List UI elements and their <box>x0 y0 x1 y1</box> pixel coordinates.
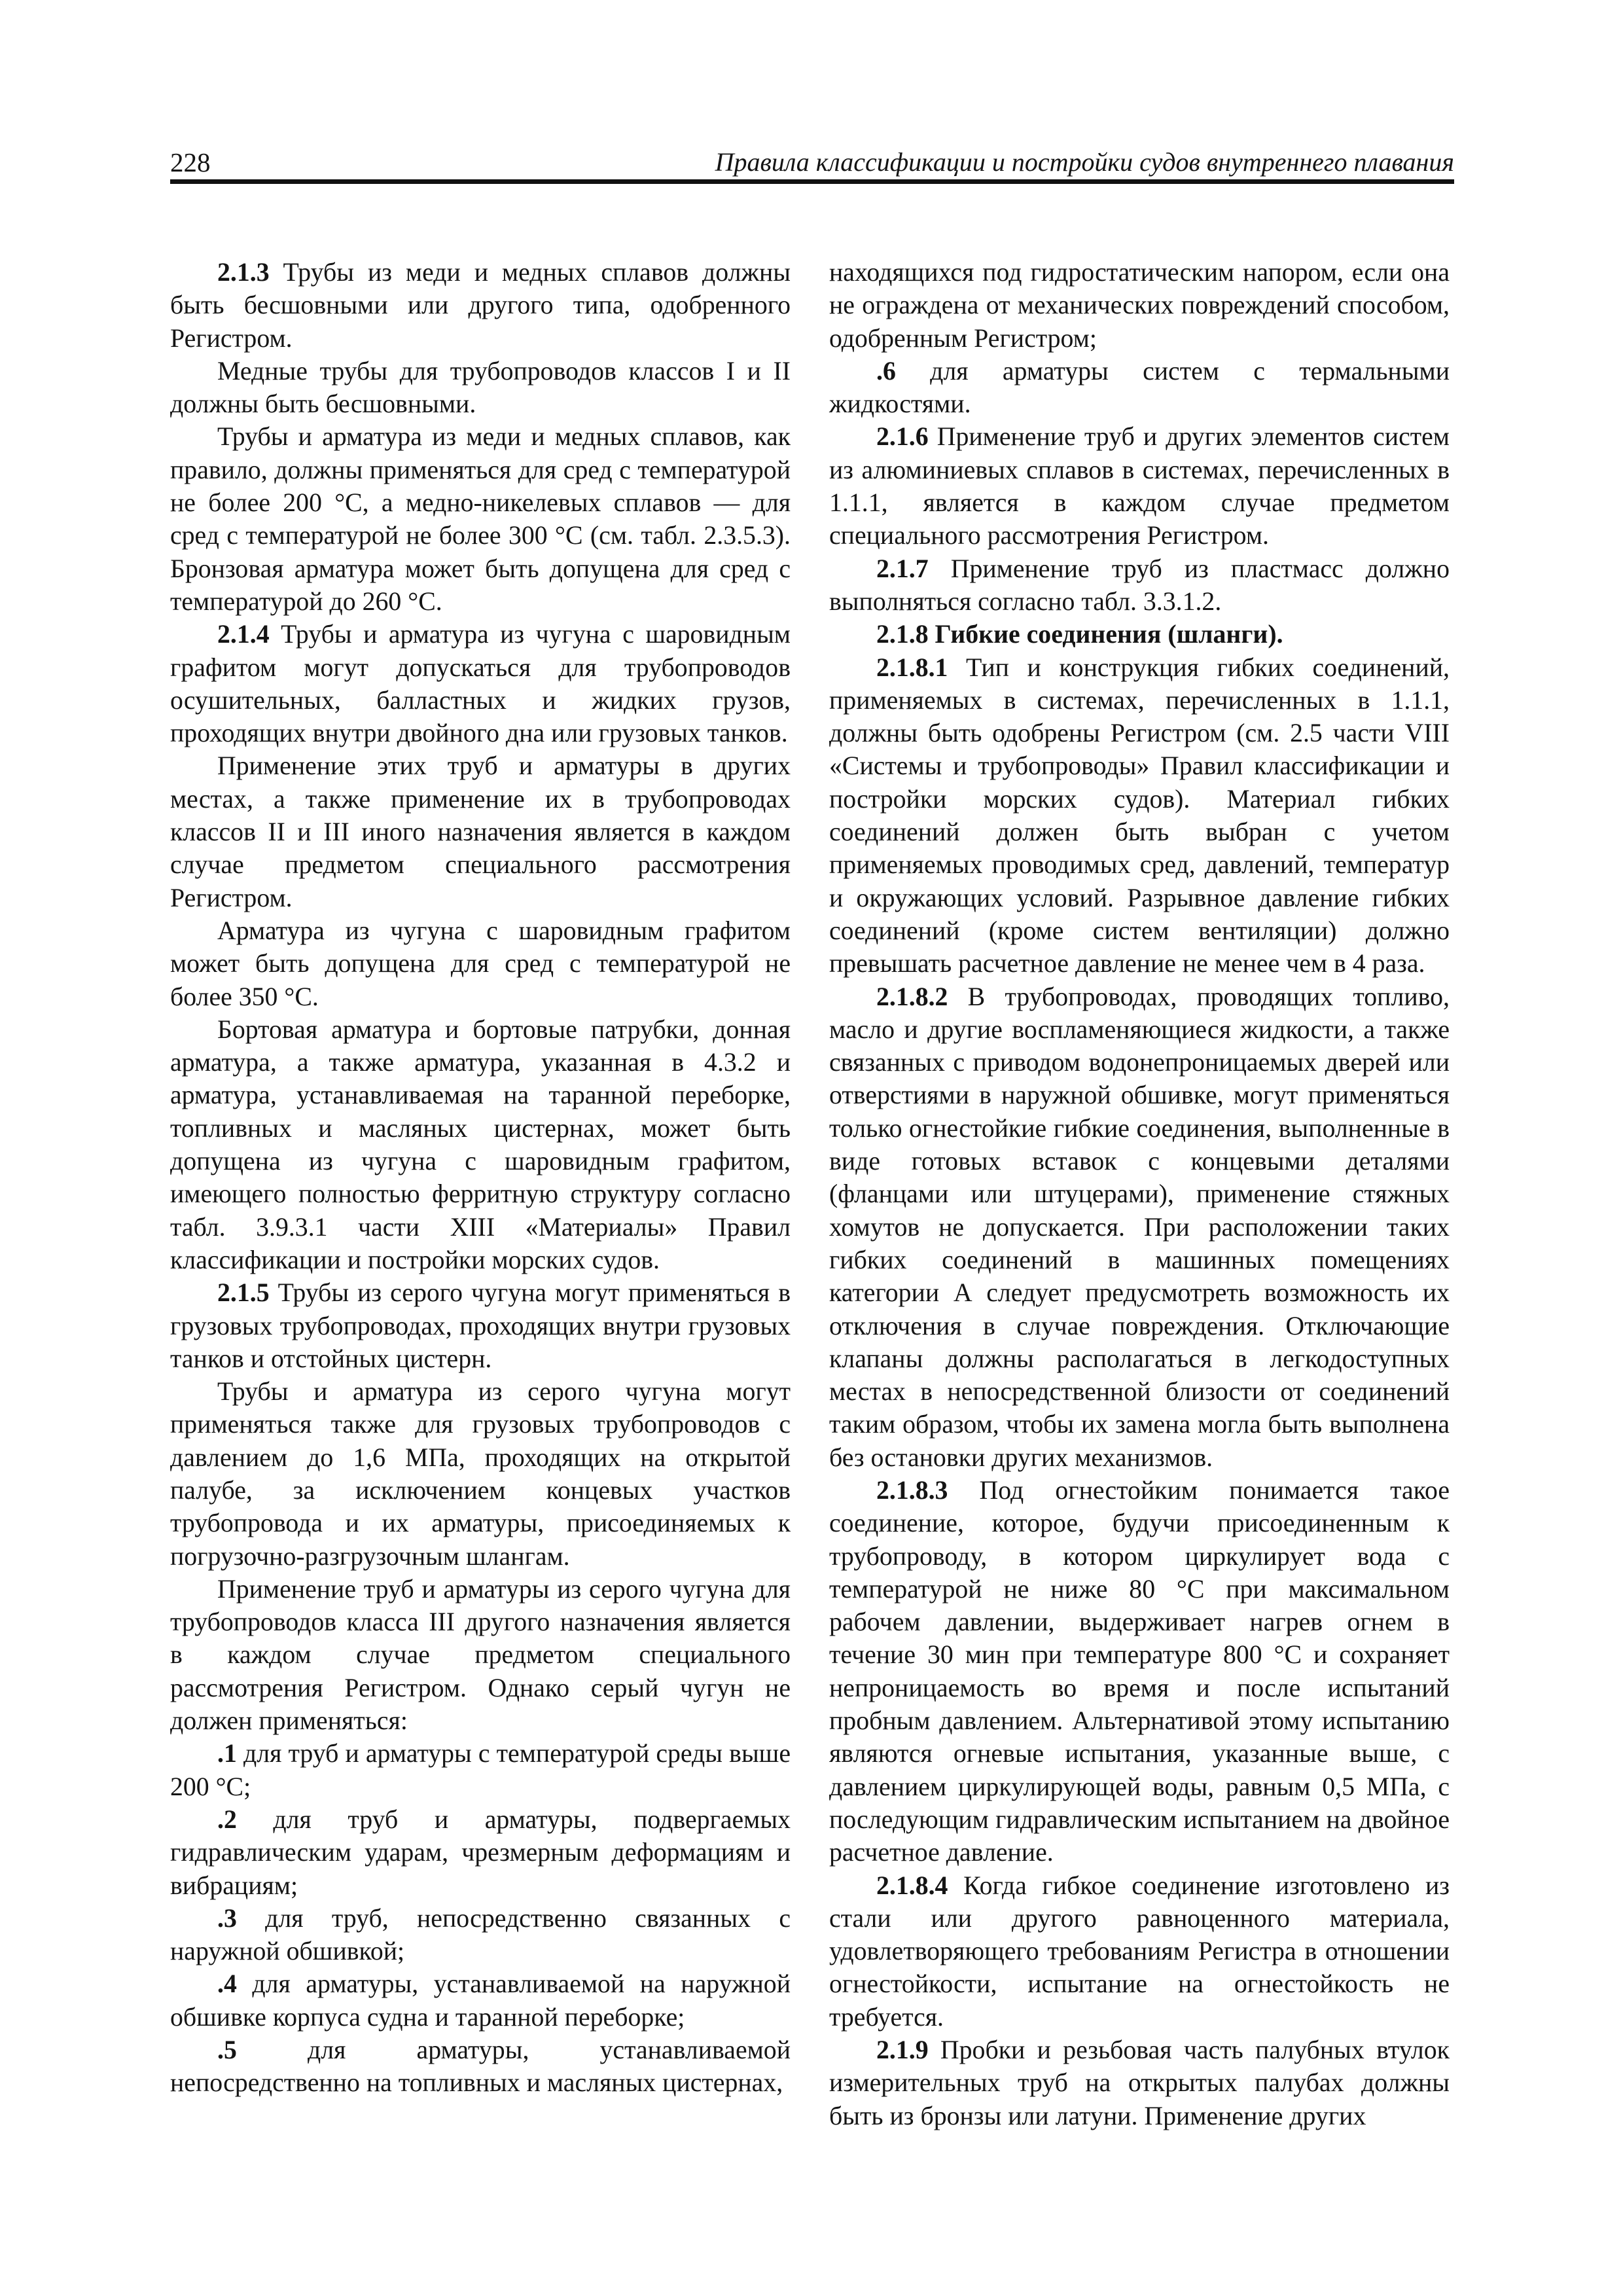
paragraph-text: Когда гибкое соединение изготовлено из стали или другого равноценного материала, удовлетворяющего требованиям Регистра в отношении огнестойкости, испытание на огнестойкость не требуется. <box>829 1871 1450 2032</box>
paragraph <box>829 618 1450 651</box>
paragraph-text: Трубы из серого чугуна могут применяться в грузовых трубопроводах, проходящих внутри грузовых танков и отстойных цистерн. <box>170 1278 791 1373</box>
paragraph-text: Применение труб и других элементов систем из алюминиевых сплавов в системах, перечисленных в 1.1.1, является в каждом случае предметом специального рассмотрения Регистром. <box>829 422 1450 550</box>
paragraph <box>829 1869 1450 2034</box>
paragraph <box>829 1474 1450 1869</box>
page-number: 228 <box>170 147 211 177</box>
paragraph-text: для труб, непосредственно связанных с наружной обшивкой; <box>170 1903 791 1966</box>
paragraph <box>170 618 791 749</box>
paragraph <box>170 1013 791 1276</box>
paragraph <box>829 651 1450 980</box>
paragraph <box>170 420 791 618</box>
paragraph <box>170 1902 791 1968</box>
paragraph-text: Арматура из чугуна с шаровидным графитом может быть допущена для сред с температурой не более 350 °С. <box>170 916 791 1011</box>
clause-number: .3 <box>217 1903 237 1933</box>
paragraph <box>829 2034 1450 2132</box>
clause-number: 2.1.8.4 <box>876 1871 948 1900</box>
paragraph-text: В трубопроводах, проводящих топливо, масло и другие воспламеняющиеся жидкости, а также связанных с приводом водонепроницаемых дверей или отверстиями в наружной обшивке, могут применяться только огнестойкие гибкие соединения, выполненные в виде готовых вставок с концевыми деталями (фланцами или штуцерами), применение стяжных хомутов не допускается. При расположении таких гибких соединений в машинных помещениях категории А следует предусмотреть возможность их отключения в случае повреждения. Отключающие клапаны должны располагаться в легкодоступных местах в непосредственной близости от соединений таким образом, чтобы их замена могла быть выполнена без остановки других механизмов. <box>829 982 1450 1472</box>
paragraph-text: Применение этих труб и арматуры в других местах, а также применение их в трубопроводах классов II и III иного назначения является в каждом случае предметом специального рассмотрения Регистром. <box>170 751 791 912</box>
left-column <box>170 256 791 2100</box>
paragraph <box>170 1375 791 1573</box>
clause-number: 2.1.9 <box>876 2036 929 2065</box>
right-column <box>829 256 1450 2132</box>
running-title: Правила классификации и постройки судов внутреннего плавания <box>715 147 1454 177</box>
clause-number: 2.1.8.3 <box>876 1475 948 1505</box>
paragraph <box>829 256 1450 355</box>
clause-number: .2 <box>217 1804 237 1834</box>
paragraph-text: Тип и конструкция гибких соединений, применяемых в системах, перечисленных в 1.1.1, должны быть одобрены Регистром (см. 2.5 части VIII «Системы и трубопроводы» Правил классификации и постройки морских судов). Материал гибких соединений должен быть выбран с учетом применяемых проводимых сред, давлений, температур и окружающих условий. Разрывное давление гибких соединений (кроме систем вентиляции) должно превышать расчетное давление не менее чем в 4 раза. <box>829 653 1450 978</box>
paragraph-text: для арматуры систем с термальными жидкостями. <box>829 356 1450 419</box>
paragraph-text: Медные трубы для трубопроводов классов I и II должны быть бесшовными. <box>170 356 791 419</box>
paragraph <box>170 1276 791 1375</box>
clause-number: 2.1.8.1 <box>876 653 948 682</box>
paragraph-text: для труб и арматуры, подвергаемых гидравлическим ударам, чрезмерным деформациям и вибрациям; <box>170 1804 791 1900</box>
paragraph-text: Трубы из меди и медных сплавов должны быть бесшовными или другого типа, одобренного Регистром. <box>170 258 791 353</box>
clause-number: .5 <box>217 2036 237 2065</box>
paragraph-text: Трубы и арматура из серого чугуна могут применяться также для грузовых трубопроводов с давлением до 1,6 МПа, проходящих на открытой палубе, за исключением концевых участков трубопровода и их арматуры, присоединяемых к погрузочно-разгрузочным шлангам. <box>170 1377 791 1571</box>
paragraph <box>170 1573 791 1737</box>
paragraph <box>829 552 1450 619</box>
paragraph-text: Под огнестойким понимается такое соединение, которое, будучи присоединенным к трубопроводу, в котором циркулирует вода с температурой не ниже 80 °С при максимальном рабочем давлении, выдерживает нагрев огнем в течение 30 мин при температуре 800 °С и сохраняет непроницаемость во время и после испытаний пробным давлением. Альтернативой этому испытанию являются огневые испытания, указанные выше, с давлением циркулирующей воды, равным 0,5 МПа, с последующим гидравлическим испытанием на двойное расчетное давление. <box>829 1475 1450 1867</box>
clause-number: .6 <box>876 356 896 386</box>
clause-number: 2.1.7 <box>876 554 929 583</box>
clause-number: 2.1.8.2 <box>876 982 948 1011</box>
paragraph-text: для арматуры, устанавливаемой непосредственно на топливных и масляных цистернах, <box>170 2036 791 2098</box>
paragraph-text: для труб и арматуры с температурой среды выше 200 °С; <box>170 1739 791 1801</box>
paragraph <box>170 914 791 1013</box>
paragraph <box>170 1803 791 1902</box>
paragraph <box>829 355 1450 421</box>
clause-number: 2.1.3 <box>217 258 270 287</box>
paragraph-text: для арматуры, устанавливаемой на наружной обшивке корпуса судна и таранной переборке; <box>170 1969 791 2032</box>
paragraph <box>170 1967 791 2034</box>
clause-number: 2.1.6 <box>876 422 929 452</box>
paragraph-text: Трубы и арматура из чугуна с шаровидным графитом могут допускаться для трубопроводов осушительных, балластных и жидких грузов, проходящих внутри двойного дна или грузовых танков. <box>170 620 791 748</box>
clause-number: 2.1.8 Гибкие соединения (шланги). <box>876 620 1283 649</box>
paragraph-text: Трубы и арматура из меди и медных сплавов, как правило, должны применяться для сред с температурой не более 200 °С, а медно-никелевых сплавов — для сред с температурой не более 300 °С (см. табл. 2.3.5.3). Бронзовая арматура может быть допущена для сред с температурой до 260 °С. <box>170 422 791 616</box>
paragraph <box>829 420 1450 552</box>
paragraph-text: Бортовая арматура и бортовые патрубки, донная арматура, а также арматура, указанная в 4.3.2 и арматура, устанавливаемая на таранной переборке, топливных и масляных цистернах, может быть допущена из чугуна с шаровидным графитом, имеющего полностью ферритную структуру согласно табл. 3.9.3.1 части XIII «Материалы» Правил классификации и постройки морских судов. <box>170 1014 791 1274</box>
page-header <box>170 145 1454 184</box>
clause-number: 2.1.5 <box>217 1278 270 1308</box>
paragraph-text: находящихся под гидростатическим напором, если она не ограждена от механических повреждений способом, одобренным Регистром; <box>829 258 1450 353</box>
paragraph <box>829 980 1450 1474</box>
clause-number: .4 <box>217 1969 237 1999</box>
paragraph <box>170 1737 791 1803</box>
paragraph <box>170 256 791 355</box>
paragraph <box>170 2034 791 2100</box>
paragraph-text: Применение труб из пластмасс должно выполняться согласно табл. 3.3.1.2. <box>829 554 1450 616</box>
paragraph-text: Применение труб и арматуры из серого чугуна для трубопроводов класса III другого назначения является в каждом случае предметом специального рассмотрения Регистром. Однако серый чугун не должен применяться: <box>170 1574 791 1736</box>
paragraph-text: Пробки и резьбовая часть палубных втулок измерительных труб на открытых палубах должны быть из бронзы или латуни. Применение других <box>829 2036 1450 2130</box>
clause-number: .1 <box>217 1739 237 1768</box>
paragraph <box>170 355 791 421</box>
clause-number: 2.1.4 <box>217 620 270 649</box>
paragraph <box>170 749 791 914</box>
